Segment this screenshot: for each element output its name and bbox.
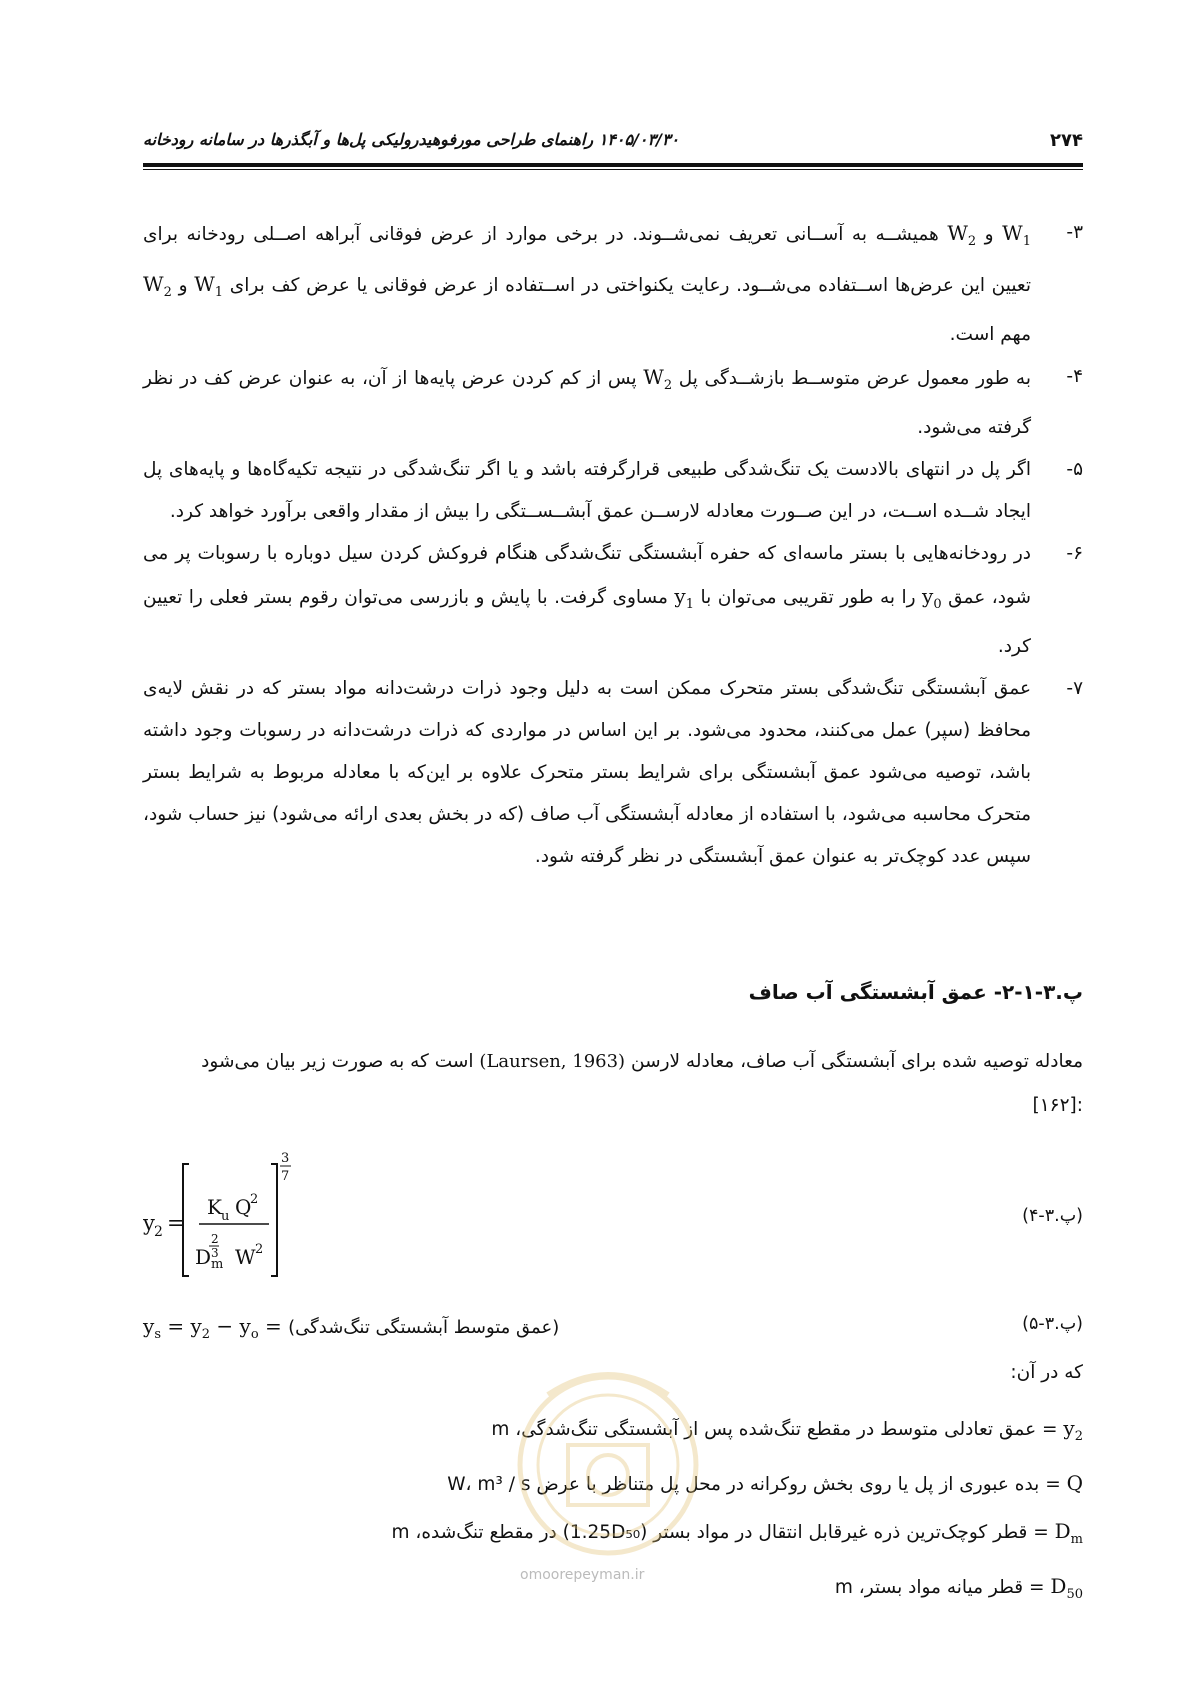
svg-text:3: 3	[211, 1246, 219, 1260]
equation-label: (پ.۳-۴)	[1022, 1206, 1083, 1226]
item-text: عمق آبشستگی تنگ‌شدگی بستر متحرک ممکن است به دلیل وجود ذرات درشت‌دانه مواد بستر که در نقش لایه‌ی محافظ (سپر) عمل می‌کنند، محدود می‌شود. بر این اساس در مواردی که ذرات درشت‌دانه در رسوبات وجود داشته باشد، توصیه می‌شود عمق آبشستگی برای شرایط بستر متحرک علاوه بر این‌که با معادله مربوط به شرایط بستر متحرک محاسبه می‌شود، با استفاده از معادله آبشستگی آب صاف (که در بخش بعدی ارائه می‌شود) نیز حساب شود، سپس عدد کوچک‌تر به عنوان عمق آبشستگی در نظر گرفته شود.	[143, 678, 1031, 867]
page-number: ۲۷۴	[1050, 130, 1083, 151]
para-text: معادله توصیه شده برای آبشستگی آب صاف، معادله لارسن	[630, 1051, 1083, 1072]
running-title: ۱۴۰۵/۰۳/۳۰ راهنمای طراحی مورفوهیدرولیکی پل‌ها و آبگذرها در سامانه رودخانه	[143, 130, 680, 149]
where-label: که در آن:	[1010, 1362, 1083, 1383]
definition-text: = عمق تعادلی متوسط در مقطع تنگ‌شده پس از آبشستگی تنگ‌شدگی، m	[491, 1419, 1058, 1440]
equation-description: (عمق متوسط آبشستگی تنگ‌شدگی)	[288, 1317, 560, 1338]
item-number: ۴-	[1066, 366, 1083, 387]
intro-paragraph	[143, 1040, 1083, 1128]
item-text: تعیین این عرض‌ها اســتفاده می‌شــود. رعایت یکنواختی در اســتفاده از عرض فوقانی یا عرض کف برای	[229, 275, 1032, 296]
section-heading: پ.۳-۱-۲- عمق آبشستگی آب صاف	[748, 980, 1083, 1004]
equation-label: (پ.۳-۵)	[1022, 1314, 1083, 1334]
math-W2: $W_2$	[947, 221, 977, 249]
list-item	[143, 212, 1083, 356]
definition-text: = قطر کوچک‌ترین ذره غیرقابل انتقال در مواد بستر (1.25D₅₀) در مقطع تنگ‌شده، m	[391, 1522, 1049, 1543]
svg-text:2: 2	[250, 1192, 259, 1207]
item-text: و	[178, 275, 188, 296]
variable-definitions	[391, 1405, 1083, 1618]
definition-row	[391, 1405, 1083, 1460]
list-item	[143, 668, 1083, 878]
list-item	[143, 449, 1083, 533]
definition-row	[391, 1508, 1083, 1563]
math-y0: $y_0$	[922, 584, 942, 612]
item-number: ۳-	[1066, 222, 1083, 243]
definition-text: = بده عبوری از پل یا روی بخش روکرانه در محل پل متناظر با عرض W، m³ / s	[447, 1474, 1061, 1495]
svg-text:D: D	[195, 1245, 212, 1269]
header-rule-thin	[143, 169, 1083, 170]
svg-text:2: 2	[211, 1232, 219, 1246]
math-W2: $W_2$	[643, 365, 673, 393]
item-text: اگر پل در انتهای بالادست یک تنگ‌شدگی طبیعی قرارگرفته باشد و یا اگر تنگ‌شدگی در نتیجه تکیه‌گاه‌ها و پایه‌های پل ایجاد شــده اســت، در این صــورت معادله لارســن عمق آبشــســتگی را بیش از مقدار واقعی برآورد خواهد کرد.	[143, 459, 1031, 522]
math-W1: $W_1$	[1002, 221, 1031, 249]
svg-text:W: W	[235, 1245, 256, 1269]
header-rule-thick	[143, 163, 1083, 167]
item-number: ۵-	[1066, 459, 1083, 480]
svg-text:7: 7	[281, 1169, 290, 1184]
item-text: به طور معمول عرض متوســط بازشــدگی پل	[678, 368, 1031, 389]
math-Q: Q	[1066, 1471, 1083, 1495]
item-text: را به طور تقریبی می‌توان با	[700, 587, 916, 608]
equation-scour-depth	[143, 1314, 559, 1342]
watermark-url: omoorepeyman.ir	[520, 1567, 645, 1583]
svg-text:m: m	[211, 1257, 224, 1272]
citation: (Laursen, 1963)	[479, 1051, 626, 1072]
math-D50: $D_{50}$	[1050, 1574, 1083, 1602]
svg-text:2: 2	[154, 1224, 163, 1240]
list-items	[143, 212, 1083, 878]
svg-text:u: u	[221, 1209, 230, 1224]
item-text: مهم است.	[949, 324, 1031, 345]
list-item	[143, 356, 1083, 449]
math-Dm: $D_m$	[1054, 1519, 1083, 1547]
svg-text:K: K	[207, 1195, 222, 1219]
item-text: و	[984, 224, 994, 245]
equation-laursen	[143, 1148, 313, 1288]
svg-text:=: =	[167, 1211, 185, 1235]
item-number: ۷-	[1066, 678, 1083, 699]
watermark-logo-icon	[508, 1355, 708, 1565]
item-number: ۶-	[1066, 543, 1083, 564]
reference-number: :[۱۶۲]	[1032, 1095, 1083, 1116]
math-y1: $y_1$	[674, 584, 695, 612]
item-text: پس از کم کردن عرض پایه‌ها از آن، به عنوان عرض کف در نظر گرفته می‌شود.	[143, 368, 1031, 438]
item-text: مساوی گرفت. با پایش و بازرسی می‌توان رقوم بستر فعلی را تعیین کرد.	[143, 587, 1031, 657]
math-W1: $W_1$	[194, 272, 224, 300]
svg-text:2: 2	[255, 1242, 264, 1257]
item-text: در رودخانه‌هایی با بستر ماسه‌ای که حفره آبشستگی تنگ‌شدگی هنگام فروکش کردن سیل دوباره با رسوبات پر می شود، عمق	[143, 543, 1031, 608]
page-header	[143, 126, 1083, 156]
list-item	[143, 533, 1083, 668]
definition-row	[391, 1460, 1083, 1508]
svg-text:Q: Q	[235, 1195, 252, 1219]
definition-row	[391, 1563, 1083, 1618]
para-text: است که به صورت زیر بیان می‌شود	[201, 1051, 474, 1072]
math-W2: $W_2$	[143, 272, 172, 300]
svg-text:y: y	[143, 1211, 155, 1235]
math-expression: $y_s = y_2 - y_o$ =	[143, 1314, 282, 1342]
math-y2: $y_2$	[1063, 1416, 1083, 1444]
definition-text: = قطر میانه مواد بستر، m	[834, 1577, 1045, 1598]
item-text: همیشــه به آســانی تعریف نمی‌شــوند. در برخی موارد از عرض فوقانی آبراهه اصــلی رودخانه برای	[143, 224, 939, 245]
svg-text:3: 3	[281, 1151, 290, 1166]
